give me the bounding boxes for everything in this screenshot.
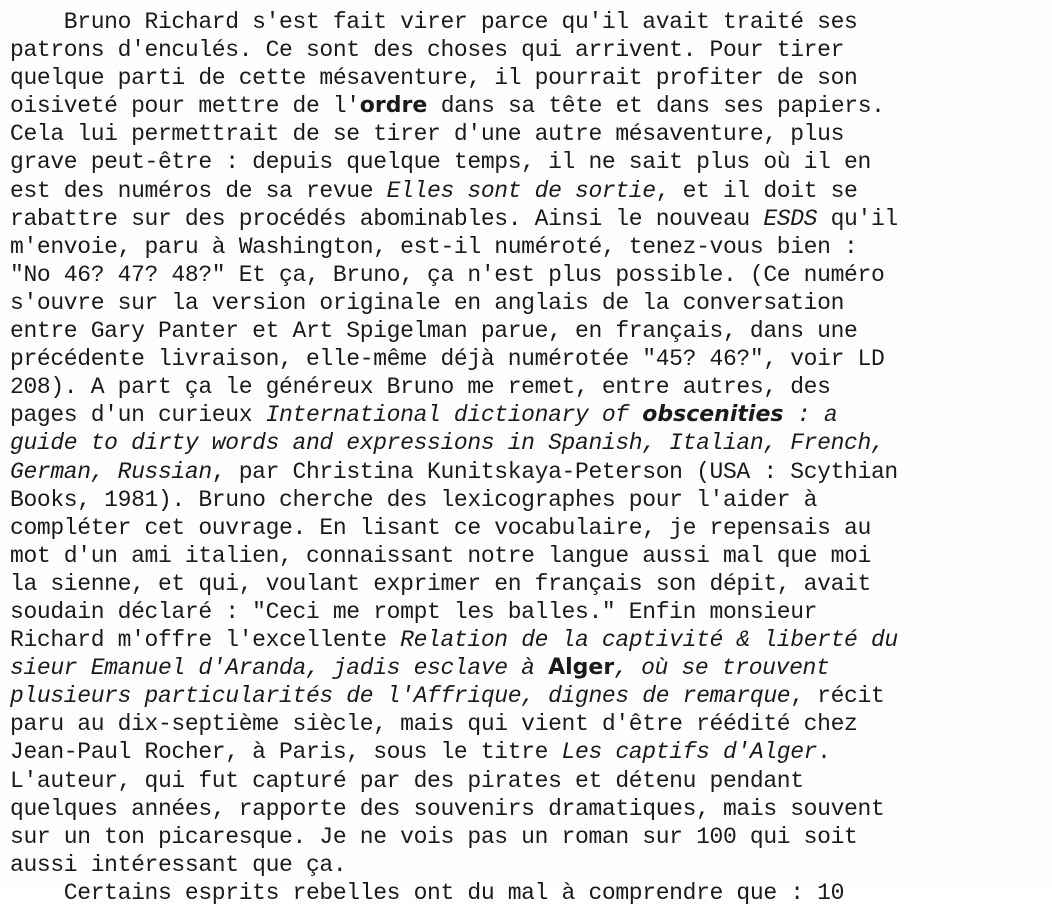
text-line [10,36,1050,64]
text-line [10,795,1050,823]
text-line [10,879,1050,907]
text-run: L'auteur, qui fut capturé par des pirates et détenu pendant [10,767,804,794]
text-run: pages d'un curieux [10,402,266,429]
text-line [10,64,1050,92]
text-line [10,654,1050,682]
text-run: grave peut-être : depuis quelque temps, il ne sait plus où il en [10,149,871,176]
text-run: Books, 1981). Bruno cherche des lexicographes pour l'aider à [10,486,818,513]
text-run: est des numéros de sa revue [10,177,387,204]
text-line [10,851,1050,879]
text-line [10,429,1050,457]
text-line [10,570,1050,598]
text-run: "No 46? 47? 48?" Et ça, Bruno, ça n'est plus possible. (Ce numéro [10,261,885,288]
text-run: German, Russian [10,458,212,485]
text-line [10,148,1050,176]
text-run: précédente livraison, elle-même déjà numérotée "45? 46?", voir LD [10,346,885,373]
text-line [10,486,1050,514]
text-run: , par Christina Kunitskaya-Peterson (USA : Scythian [211,458,898,485]
text-run: Certains esprits rebelles ont du mal à comprendre que : 10 [10,879,845,906]
text-line [10,373,1050,401]
text-run: , où se trouvent [614,655,830,682]
text-run: sur un ton picaresque. Je ne vois pas un roman sur 100 qui soit [10,823,858,850]
text-run: Cela lui permettrait de se tirer d'une autre mésaventure, plus [10,121,845,148]
text-run: aussi intéressant que ça. [10,851,347,878]
text-line [10,823,1050,851]
text-line [10,514,1050,542]
text-run: m'envoie, paru à Washington, est-il numéroté, tenez-vous bien : [10,233,858,260]
text-line [10,710,1050,738]
text-line [10,205,1050,233]
text-run: Richard m'offre l'excellente [10,627,401,654]
text-line [10,542,1050,570]
text-run: quelque parti de cette mésaventure, il pourrait profiter de son [10,65,858,92]
text-run: paru au dix-septième siècle, mais qui vient d'être réédité chez [10,711,858,738]
text-line [10,233,1050,261]
text-run: Elles sont de sortie [386,177,656,204]
text-run: : a [783,402,838,429]
text-run: rabattre sur des procédés abominables. Ainsi le nouveau [10,205,764,232]
text-line [10,458,1050,486]
text-line [10,626,1050,654]
text-line [10,120,1050,148]
text-line [10,738,1050,766]
text-run: qu'il [817,205,898,232]
text-run: Relation de la captivité & liberté du [400,627,898,654]
text-line [10,401,1050,429]
text-run: . [817,739,831,766]
text-run: quelques années, rapporte des souvenirs dramatiques, mais souvent [10,795,885,822]
text-run: , et il doit se [655,177,858,204]
text-line [10,92,1050,120]
text-run: sieur Emanuel d'Aranda, jadis esclave à [10,655,549,682]
text-run: 208). A part ça le généreux Bruno me remet, entre autres, des [10,374,831,401]
text-line [10,317,1050,345]
text-run: ESDS [763,205,818,232]
text-line [10,767,1050,795]
text-line [10,682,1050,710]
text-run: soudain déclaré : "Ceci me rompt les balles." Enfin monsieur [10,598,818,625]
text-run: mot d'un ami italien, connaissant notre langue aussi mal que moi [10,542,871,569]
text-run: Jean-Paul Rocher, à Paris, sous le titre [10,739,562,766]
text-run: oisiveté pour mettre de l' [10,93,360,120]
text-run: dans sa tête et dans ses papiers. [427,93,885,120]
text-run: ordre [359,93,428,119]
text-run: la sienne, et qui, voulant exprimer en français son dépit, avait [10,570,871,597]
text-run: patrons d'enculés. Ce sont des choses qui arrivent. Pour tirer [10,37,845,64]
text-run: compléter cet ouvrage. En lisant ce vocabulaire, je repensais au [10,514,871,541]
text-line [10,261,1050,289]
text-run: s'ouvre sur la version originale en anglais de la conversation [10,289,845,316]
text-run: Bruno Richard s'est fait virer parce qu'il avait traité ses [10,9,858,35]
text-run: entre Gary Panter et Art Spigelman parue, en français, dans une [10,318,858,345]
text-run: plusieurs particularités de l'Affrique, dignes de remarque [10,683,791,710]
body-text [10,8,1050,907]
text-line [10,345,1050,373]
text-line [10,8,1050,36]
text-line [10,177,1050,205]
text-run: Les captifs d'Alger [561,739,818,766]
text-line [10,289,1050,317]
text-run: , récit [790,683,885,710]
text-run: obscenities [642,402,784,428]
text-run: guide to dirty words and expressions in Spanish, Italian, French, [10,430,885,457]
text-run: Alger [548,655,615,681]
text-line [10,598,1050,626]
text-run: International dictionary of [265,402,643,429]
